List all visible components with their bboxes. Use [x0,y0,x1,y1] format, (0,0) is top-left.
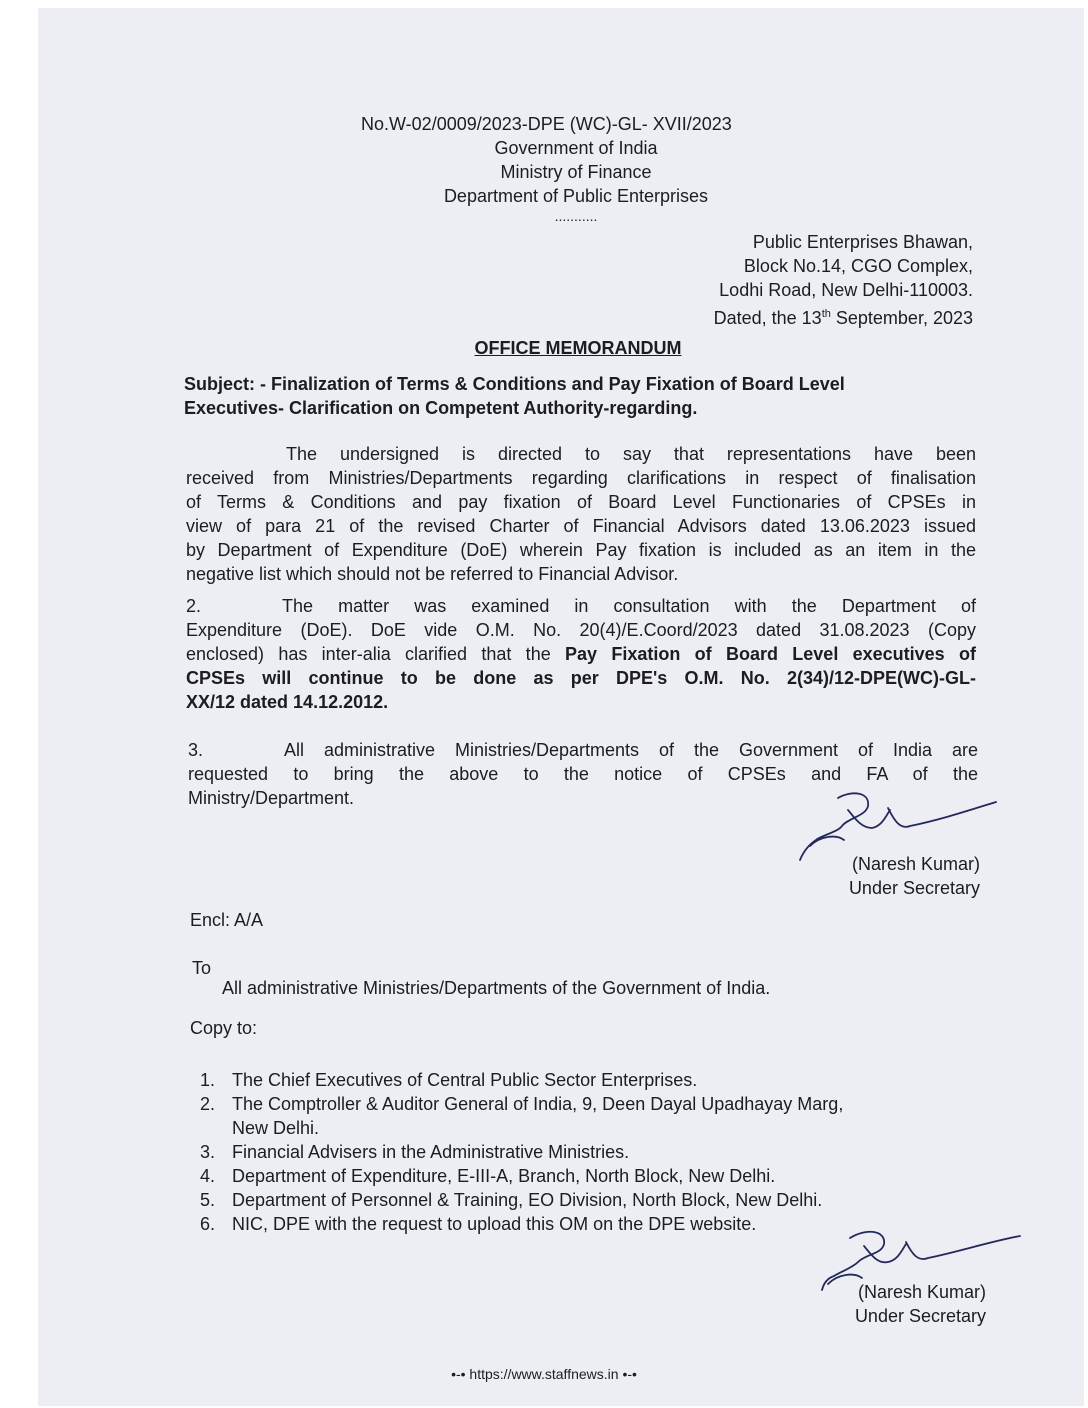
para2-plain: enclosed) has inter-alia clarified that the [186,644,566,664]
signature-1-name: (Naresh Kumar) [851,854,980,874]
date-suffix: September, 2023 [830,308,973,328]
copy-to-text: The Comptroller & Auditor General of India, 9, Deen Dayal Upadhayay Marg, [232,1094,844,1114]
date-prefix: Dated, the 13 [713,308,822,328]
para3-line [188,738,978,762]
copy-to-number: 6. [200,1214,216,1234]
copy-to-number: 2. [200,1094,216,1114]
address-line-1: Public Enterprises Bhawan, [752,232,973,252]
copy-to-item [200,1092,990,1140]
para1-line: negative list which should not be referred to Financial Advisor. [186,564,679,584]
copy-to-number: 3. [200,1142,216,1162]
header-government: Government of India [494,138,658,158]
para2-line [186,642,976,666]
para1-line: view of para 21 of the revised Charter of Financial Advisors dated 13.06.2023 issued [186,516,976,536]
copy-to-text: Financial Advisers in the Administrative Ministries. [232,1142,630,1162]
address-line-3: Lodhi Road, New Delhi-110003. [719,280,973,300]
address-line-2: Block No.14, CGO Complex, [743,256,973,276]
signature-2-designation: Under Secretary [854,1306,986,1326]
enclosure: Encl: A/A [190,910,264,930]
copy-to-item [200,1188,990,1212]
copy-to-text: Department of Personnel & Training, EO Division, North Block, New Delhi. [232,1190,823,1210]
date-line [560,302,973,330]
to-label: To [192,958,212,978]
para1-line: of Terms & Conditions and pay fixation of Board Level Functionaries of CPSEs in [186,492,976,512]
copy-to-text-continued: New Delhi. [232,1118,320,1138]
para2-number: 2. [186,596,202,616]
paragraph-1 [186,442,976,586]
copy-to-item [200,1140,990,1164]
copy-to-text: The Chief Executives of Central Public Sector Enterprises. [232,1070,698,1090]
memo-title: OFFICE MEMORANDUM [474,338,682,358]
copy-to-label: Copy to: [190,1018,258,1038]
copy-to-list [200,1068,990,1236]
para3-number: 3. [188,740,204,760]
footer-link[interactable]: •-• https://www.staffnews.in •-• [451,1366,637,1382]
para1-line: by Department of Expenditure (DoE) wherein Pay fixation is included as an item in the [186,540,976,560]
para3-text: All administrative Ministries/Departments of the Government of India are [284,740,978,760]
para2-line: Expenditure (DoE). DoE vide O.M. No. 20(4)/E.Coord/2023 dated 31.08.2023 (Copy [186,620,976,640]
signature-2-name: (Naresh Kumar) [857,1282,986,1302]
subject-line-2: Executives- Clarification on Competent Authority-regarding. [184,398,698,418]
copy-to-number: 1. [200,1070,216,1090]
copy-to-item [200,1068,990,1092]
para3-line: requested to bring the above to the notice of CPSEs and FA of the [188,764,978,784]
header-department: Department of Public Enterprises [443,186,709,206]
copy-to-number: 5. [200,1190,216,1210]
copy-to-number: 4. [200,1166,216,1186]
para1-line: received from Ministries/Departments regarding clarifications in respect of finalisation [186,468,976,488]
header-ministry: Ministry of Finance [500,162,652,182]
copy-to-item [200,1164,990,1188]
para2-line [186,594,976,618]
para1-line: The undersigned is directed to say that representations have been [286,444,976,464]
para3-line: Ministry/Department. [188,788,355,808]
date-superscript: th [821,308,831,320]
para2-text: The matter was examined in consultation with the Department of [282,596,976,616]
signature-1-designation: Under Secretary [848,878,980,898]
para2-line: XX/12 dated 14.12.2012. [186,692,389,712]
copy-to-text: Department of Expenditure, E-III-A, Branch, North Block, New Delhi. [232,1166,776,1186]
para2-line: CPSEs will continue to be done as per DPE's O.M. No. 2(34)/12-DPE(WC)-GL- [186,668,976,688]
paragraph-2 [186,594,976,714]
para2-bold: Pay Fixation of Board Level executives of [565,644,976,664]
copy-to-text: NIC, DPE with the request to upload this OM on the DPE website. [232,1214,757,1234]
to-recipient: All administrative Ministries/Departments of the Government of India. [222,978,771,998]
file-number: No.W-02/0009/2023-DPE (WC)-GL- XVII/2023 [361,114,732,134]
subject-line-1: Subject: - Finalization of Terms & Conditions and Pay Fixation of Board Level [184,374,845,394]
header-dots: ........... [554,208,598,224]
